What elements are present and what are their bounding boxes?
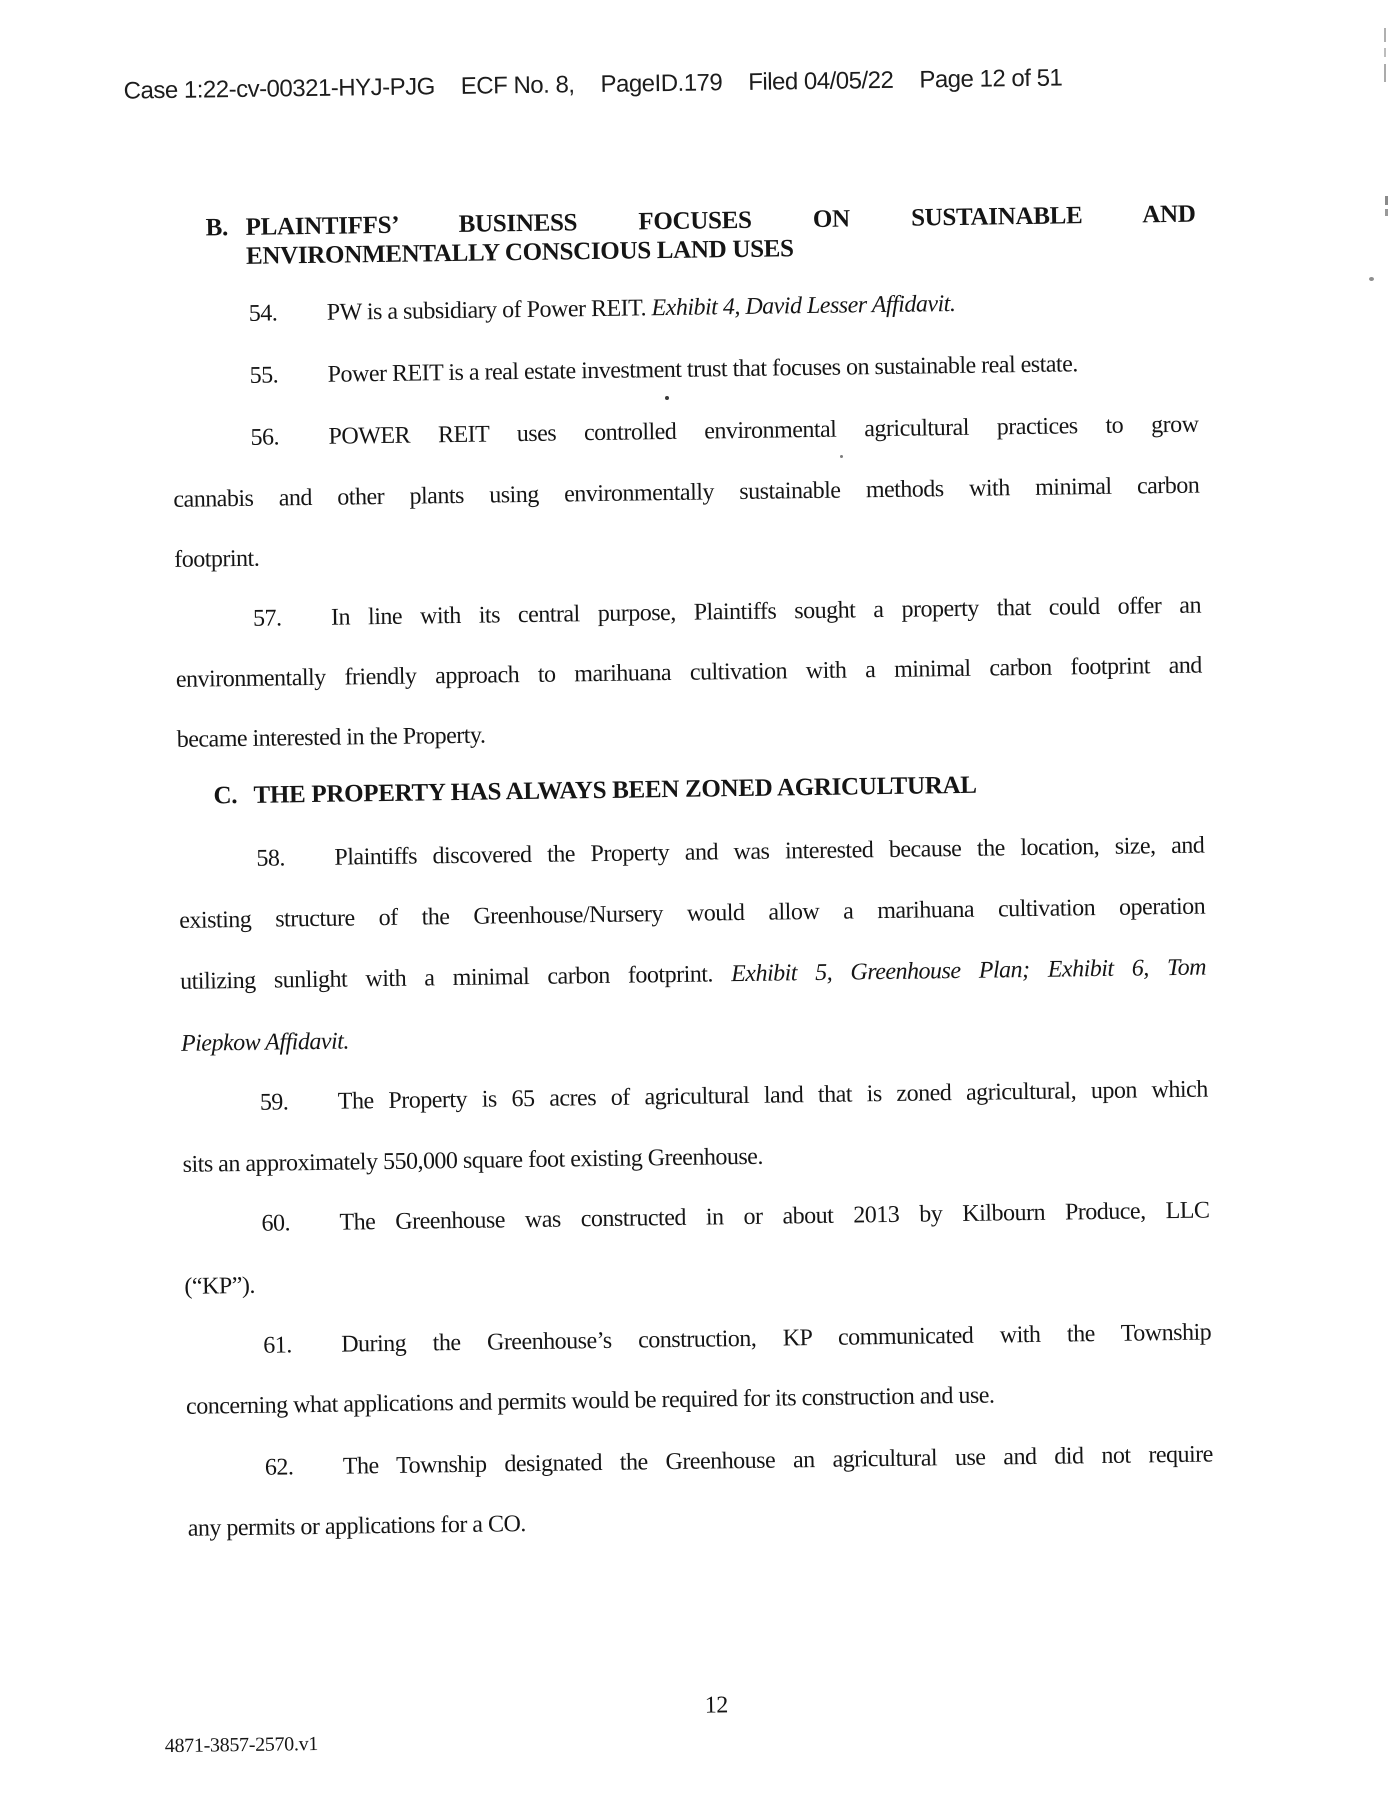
filed-date: Filed 04/05/22	[748, 66, 894, 96]
paragraph-number: 56.	[250, 424, 280, 451]
paragraph-text: The Township designated the Greenhouse an agricultural use and did not require	[342, 1441, 1214, 1480]
paragraph-text: existing structure of the Greenhouse/Nursery would allow a marihuana cultivation operation	[179, 893, 1206, 934]
document-reference: 4871-3857-2570.v1	[164, 1733, 319, 1758]
paragraph-text: footprint.	[174, 545, 260, 573]
scan-artifact	[840, 455, 843, 458]
paragraph-text: POWER REIT uses controlled environmental agricultural practices to grow	[328, 411, 1199, 450]
section-b-title-part-2: ENVIRONMENTALLY CONSCIOUS LAND USES	[245, 235, 794, 270]
paragraph-text: sits an approximately 550,000 square foot existing Greenhouse.	[182, 1143, 764, 1178]
paragraph-number: 59.	[259, 1089, 289, 1116]
paragraph-58-line-2	[179, 890, 1205, 938]
scan-artifact	[1385, 209, 1388, 216]
paragraph-59-line-1	[182, 1073, 1208, 1121]
citation-text: Exhibit 4, David Lesser Affidavit.	[651, 290, 956, 322]
scan-artifact	[1384, 48, 1386, 57]
paragraph-56-line-3	[174, 529, 1200, 577]
paragraph-57-line-3	[177, 709, 1203, 757]
paragraph-number: 55.	[249, 362, 279, 389]
paragraph-text: During the Greenhouse’s construction, KP communicated with the Township	[341, 1319, 1212, 1358]
paragraph-text: The Property is 65 acres of agricultural land that is zoned agricultural, upon which	[337, 1076, 1208, 1115]
section-c-title: THE PROPERTY HAS ALWAYS BEEN ZONED AGRICULTURAL	[253, 771, 977, 809]
section-c-label: C.	[213, 782, 238, 810]
paragraph-number: 62.	[264, 1454, 294, 1481]
paragraph-54	[171, 284, 1197, 332]
citation-text: Piepkow Affidavit.	[180, 1028, 350, 1057]
paragraph-number: 61.	[263, 1332, 292, 1359]
paragraph-56-line-2	[173, 469, 1199, 517]
paragraph-text: any permits or applications for a CO.	[187, 1511, 527, 1542]
paragraph-60-line-1	[183, 1194, 1209, 1242]
paragraph-number: 57.	[252, 605, 282, 632]
citation-text: Exhibit 5, Greenhouse Plan; Exhibit 6, Tom	[730, 954, 1207, 988]
section-b-label: B.	[205, 214, 229, 242]
paragraph-59-line-2	[182, 1134, 1208, 1182]
paragraph-62-line-2	[188, 1497, 1214, 1545]
paragraph-text: Plaintiffs discovered the Property and was interested because the location, size, and	[334, 832, 1205, 871]
paragraph-61-line-1	[185, 1316, 1211, 1364]
paragraph-text: became interested in the Property.	[176, 722, 486, 753]
section-c-heading	[213, 767, 1203, 813]
paragraph-text: PW is a subsidiary of Power REIT.	[326, 295, 652, 326]
paragraph-57-line-2	[176, 649, 1202, 697]
page-count: Page 12 of 51	[919, 64, 1063, 94]
scan-artifact	[665, 396, 669, 400]
paragraph-number: 58.	[256, 845, 286, 872]
scan-artifact	[1384, 28, 1386, 42]
scan-artifact	[1385, 196, 1388, 205]
paragraph-number: 54.	[248, 300, 278, 327]
ecf-header-stamp	[123, 63, 1062, 106]
paragraph-61-line-2	[186, 1376, 1212, 1424]
paragraph-text: environmentally friendly approach to marihuana cultivation with a minimal carbon footprint and	[175, 652, 1203, 693]
paragraph-text: In line with its central purpose, Plaintiffs sought a property that could offer an	[330, 592, 1202, 631]
paragraph-58-line-3	[180, 951, 1206, 999]
paragraph-text: utilizing sunlight with a minimal carbon footprint.	[179, 961, 732, 995]
paragraph-58-line-4	[181, 1013, 1207, 1061]
paragraph-text: cannabis and other plants using environmentally sustainable methods with minimal carbon	[173, 472, 1200, 513]
paragraph-text: (“KP”).	[184, 1272, 256, 1300]
paragraph-text: concerning what applications and permits would be required for its construction and use.	[185, 1382, 995, 1420]
scan-artifact	[1384, 64, 1386, 82]
paragraph-56-line-1	[172, 408, 1198, 456]
case-number: Case 1:22-cv-00321-HYJ-PJG	[123, 73, 435, 105]
ecf-number: ECF No. 8,	[460, 71, 575, 100]
paragraph-text: Power REIT is a real estate investment trust that focuses on sustainable real estate.	[327, 351, 1078, 388]
paragraph-58-line-1	[178, 829, 1204, 877]
page-id: PageID.179	[600, 69, 723, 98]
paragraph-57-line-1	[175, 589, 1201, 637]
paragraph-55	[171, 346, 1197, 394]
paragraph-60-line-2	[184, 1256, 1210, 1304]
paragraph-number: 60.	[261, 1210, 291, 1237]
section-b-title-part-1: PLAINTIFFS’ BUSINESS FOCUSES ON SUSTAINABLE AND	[245, 200, 1196, 241]
scan-artifact	[1369, 277, 1374, 281]
paragraph-text: The Greenhouse was constructed in or about 2013 by Kilbourn Produce, LLC	[339, 1197, 1210, 1236]
page-number: 12	[704, 1692, 728, 1719]
paragraph-62-line-1	[187, 1437, 1213, 1485]
